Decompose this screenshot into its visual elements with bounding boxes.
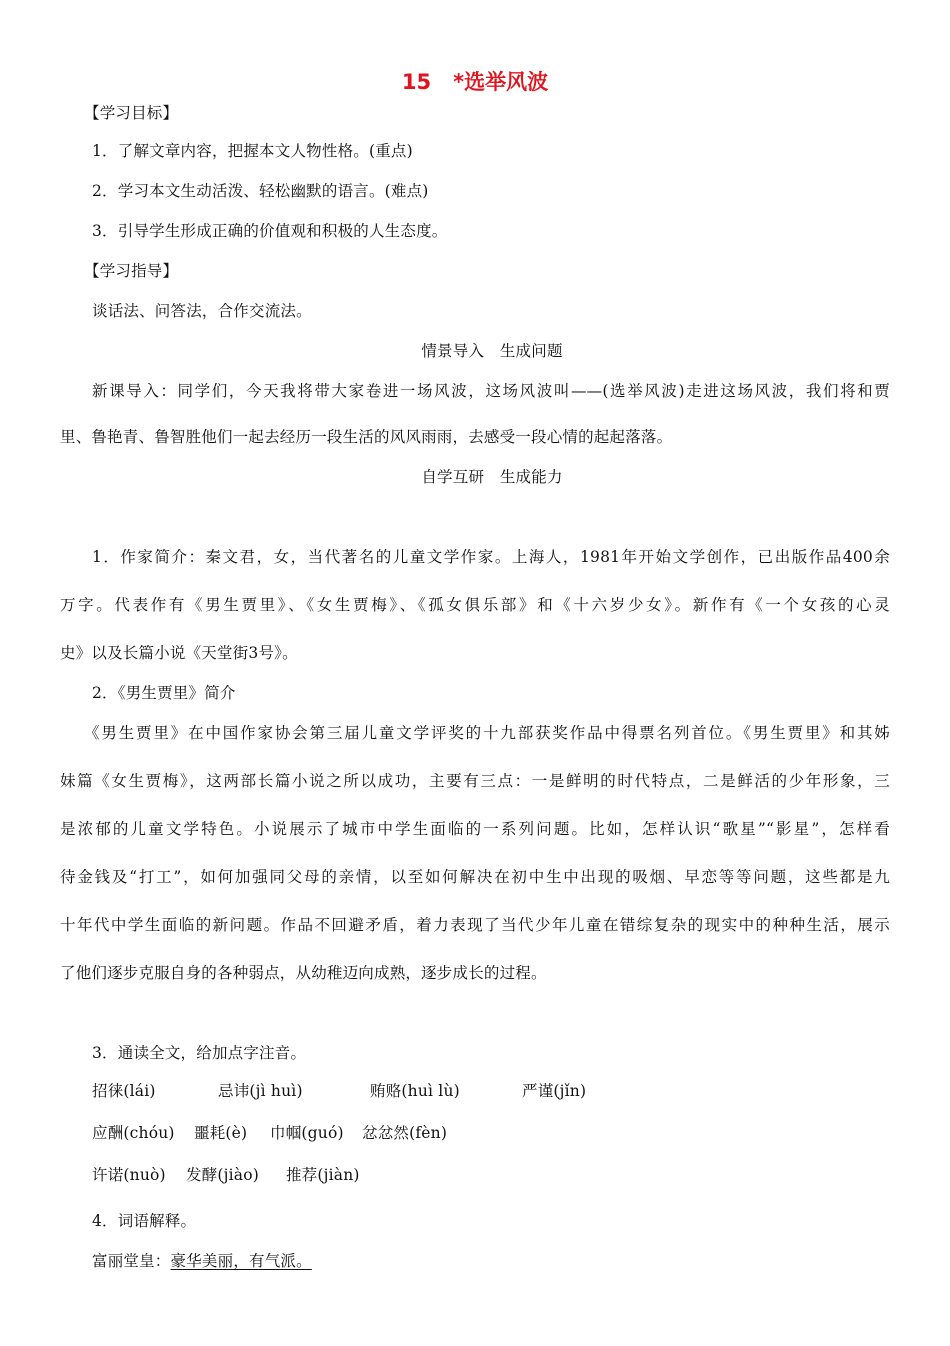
book-paragraph-line: 了他们逐步克服自身的各种弱点，从幼稚迈向成熟，逐步成长的过程。 [60,964,547,982]
author-paragraph-line: 史》以及长篇小说《天堂街3号》。 [60,644,298,662]
pinyin-item: 巾帼(guó) [270,1124,344,1142]
pinyin-item: 忿忿然(fèn) [362,1124,448,1142]
author-paragraph-line: 万字。代表作有《男生贾里》、《女生贾梅》、《孤女俱乐部》和《十六岁少女》。新作有《一个女孩的心灵 [60,596,890,614]
vocab-definition: 豪华美丽，有气派。 [170,1252,312,1270]
pinyin-item: 严谨(jǐn) [522,1082,587,1100]
self-study-header: 自学互研 生成能力 [421,468,563,486]
author-paragraph-line: 1．作家简介：秦文君，女，当代著名的儿童文学作家。上海人，1981年开始文学创作，已出版作品400余 [92,548,890,566]
pinyin-header: 3．通读全文，给加点字注音。 [92,1044,307,1062]
guide-header: 【学习指导】 [84,262,179,280]
vocab-term: 富丽堂皇： [92,1252,171,1270]
book-paragraph-line: 妹篇《女生贾梅》，这两部长篇小说之所以成功，主要有三点：一是鲜明的时代特点，二是鲜活的少年形象，三 [60,772,890,790]
vocab-entry [92,1250,312,1272]
intro-paragraph-line: 里、鲁艳青、鲁智胜他们一起去经历一段生活的风风雨雨，去感受一段心情的起起落落。 [60,428,673,446]
intro-paragraph-line: 新课导入：同学们，今天我将带大家卷进一场风波，这场风波叫——(选举风波)走进这场风波，我们将和贾 [92,382,890,400]
pinyin-item: 推荐(jiàn) [286,1166,360,1184]
goal-item: 1．了解文章内容，把握本文人物性格。(重点) [92,142,413,160]
page-title [0,68,950,96]
pinyin-item: 发酵(jiào) [186,1166,260,1184]
pinyin-item: 贿赂(huì lù) [370,1082,460,1100]
pinyin-item: 应酬(chóu) [92,1124,175,1142]
intro-section-header: 情景导入 生成问题 [421,342,563,360]
lesson-number: 15 [401,70,432,94]
goal-item: 3．引导学生形成正确的价值观和积极的人生态度。 [92,222,448,240]
book-paragraph-line: 待金钱及“打工”，如何加强同父母的亲情，以至如何解决在初中生中出现的吸烟、早恋等等问题，这些都是九 [60,868,890,886]
goals-header: 【学习目标】 [84,104,179,122]
guide-text: 谈话法、问答法，合作交流法。 [92,302,312,320]
pinyin-item: 忌讳(jì huì) [218,1082,303,1100]
book-paragraph-line: 《男生贾里》在中国作家协会第三届儿童文学评奖的十九部获奖作品中得票名列首位。《男生贾里》和其姊 [84,724,890,742]
book-paragraph-line: 十年代中学生面临的新问题。作品不回避矛盾，着力表现了当代少年儿童在错综复杂的现实中的种种生活，展示 [60,916,890,934]
vocab-header: 4．词语解释。 [92,1212,197,1230]
book-header: 2．《男生贾里》简介 [92,684,236,702]
pinyin-item: 噩耗(è) [194,1124,248,1142]
goal-item: 2．学习本文生动活泼、轻松幽默的语言。(难点) [92,182,429,200]
pinyin-item: 许诺(nuò) [92,1166,166,1184]
pinyin-item: 招徕(lái) [92,1082,156,1100]
book-paragraph-line: 是浓郁的儿童文学特色。小说展示了城市中学生面临的一系列问题。比如，怎样认识“歌星”“影星”，怎样看 [60,820,890,838]
lesson-title: *选举风波 [453,70,549,94]
